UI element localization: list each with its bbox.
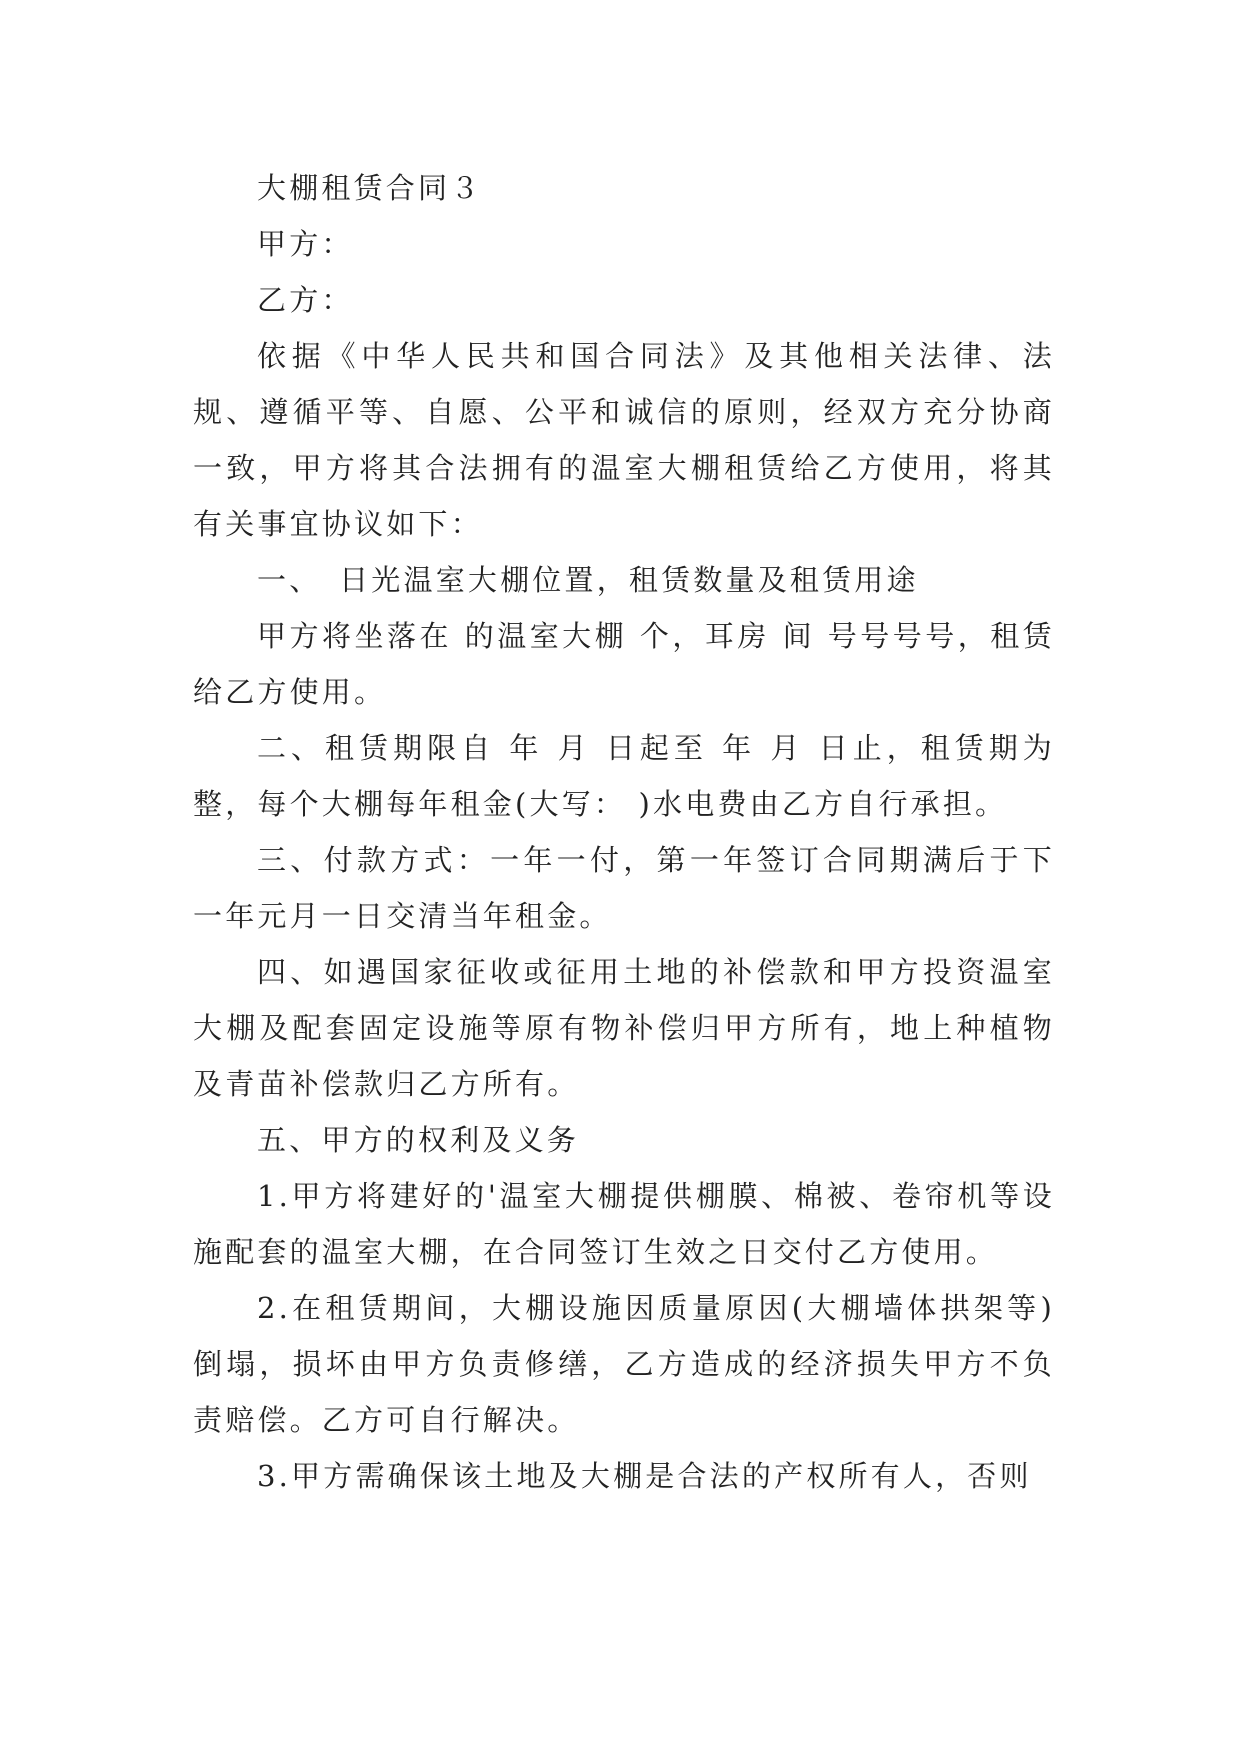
- clause-1-heading: 一、 日光温室大棚位置，租赁数量及租赁用途: [257, 563, 919, 597]
- document-title: 大棚租赁合同３: [257, 171, 483, 205]
- clause-4-paragraph: 四、如遇国家征收或征用土地的补偿款和甲方投资温室大棚及配套固定设施等原有物补偿归甲方所有，地上种植物及青苗补偿款归乙方所有。: [193, 955, 1055, 1101]
- clause-3-paragraph: 三、付款方式：一年一付，第一年签订合同期满后于下一年元月一日交清当年租金。: [193, 843, 1055, 933]
- party-b-line: 乙方：: [257, 283, 354, 317]
- clause-5-item-3: 3.甲方需确保该土地及大棚是合法的产权所有人，否则: [257, 1459, 1032, 1493]
- clause-2-paragraph: 二、租赁期限自 年 月 日起至 年 月 日止，租赁期为整，每个大棚每年租金(大写： )水电费由乙方自行承担。: [193, 731, 1055, 821]
- party-a-line: 甲方：: [257, 227, 354, 261]
- document-page: [193, 160, 1055, 1504]
- clause-5-heading: 五、甲方的权利及义务: [257, 1123, 580, 1157]
- preamble-paragraph: 依据《中华人民共和国合同法》及其他相关法律、法规、遵循平等、自愿、公平和诚信的原则，经双方充分协商一致，甲方将其合法拥有的温室大棚租赁给乙方使用，将其有关事宜协议如下：: [193, 339, 1055, 541]
- clause-5-item-1: 1.甲方将建好的'温室大棚提供棚膜、棉被、卷帘机等设施配套的温室大棚，在合同签订生效之日交付乙方使用。: [193, 1179, 1055, 1269]
- clause-1-body: 甲方将坐落在 的温室大棚 个，耳房 间 号号号号，租赁给乙方使用。: [193, 619, 1055, 709]
- clause-5-item-2: 2.在租赁期间，大棚设施因质量原因(大棚墙体拱架等)倒塌，损坏由甲方负责修缮，乙方造成的经济损失甲方不负责赔偿。乙方可自行解决。: [193, 1291, 1055, 1437]
